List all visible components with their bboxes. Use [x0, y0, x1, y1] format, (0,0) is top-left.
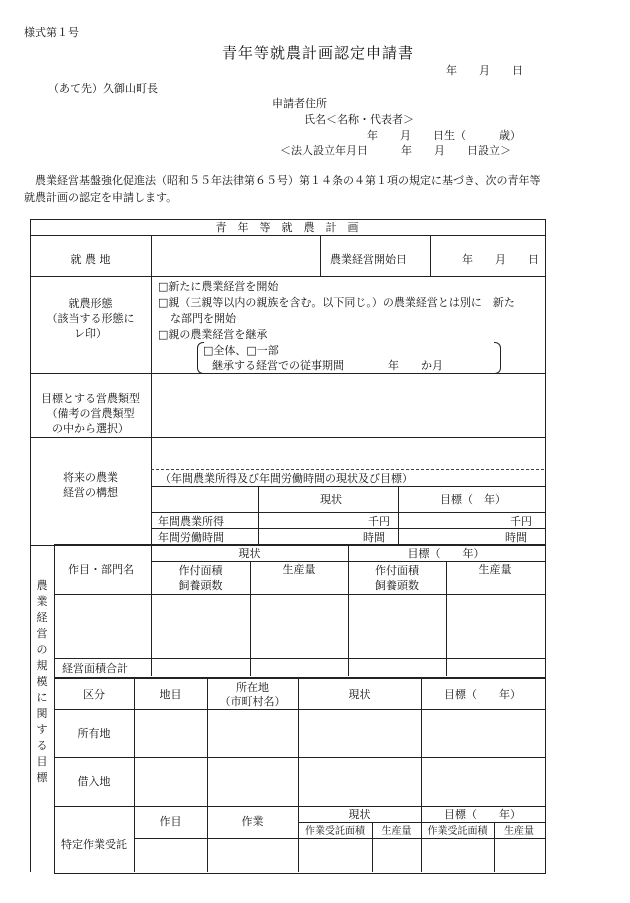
target-farming-type-label [30, 391, 151, 436]
addressee: （あて先）久御山町長 [48, 82, 158, 95]
farming-form-label [30, 296, 151, 341]
side-char: 営 [36, 627, 48, 640]
side-char: 模 [36, 675, 48, 688]
area-header-current [151, 563, 250, 593]
side-char: 農 [36, 579, 48, 592]
target-type-line-3: の中から選択） [52, 422, 129, 435]
plan-heading: 青 年 等 就 農 計 画 [215, 221, 359, 234]
work-area-current: 作業受託面積 [305, 826, 365, 837]
special-work-header: 作業 [241, 815, 264, 828]
area-line-2: 飼養頭数 [178, 579, 223, 592]
start-date-value[interactable]: 年 月 日 [462, 253, 539, 266]
special-current-header: 現状 [348, 808, 371, 821]
current-header: 現状 [320, 493, 342, 506]
special-target-header: 目標（ 年） [444, 808, 521, 821]
annual-income-label: 年間農業所得 [158, 515, 224, 528]
special-work-label: 特定作業受託 [61, 838, 127, 851]
future-vision-line-1: 将来の農業 [63, 471, 118, 484]
income-target-unit: 千円 [510, 515, 532, 528]
crop-target-header: 目標（ 年） [407, 547, 485, 560]
area-line-1: 作付面積 [178, 564, 223, 577]
production-header-target: 生産量 [478, 563, 512, 576]
statement-line-1: 農業経営基盤強化促進法（昭和５５年法律第６５号）第１４条の４第１項の規定に基づき、次の青年等 [35, 174, 541, 187]
future-vision-label [30, 470, 151, 500]
total-area-label: 経営面積合計 [62, 662, 128, 675]
application-date: 年 月 日 [446, 64, 523, 77]
bracket-right [494, 342, 501, 374]
inherit-period: 継承する経営での従事期間 年 か月 [212, 359, 443, 372]
col-location [207, 681, 298, 709]
option-new-division-cont: な部門を開始 [170, 312, 236, 325]
corporation-date-line: ＜法人設立年月日 年 月 日設立＞ [280, 144, 511, 157]
area-header-target [348, 563, 446, 593]
crop-division-label: 作目・部門名 [68, 563, 134, 576]
birth-date-line: 年 月 日生（ 歳） [367, 129, 521, 142]
annual-hours-label: 年間労働時間 [158, 531, 224, 544]
applicant-name-label: 氏名＜名称・代表者＞ [304, 113, 414, 126]
income-hours-heading: （年間農業所得及び年間労働時間の現状及び目標） [160, 472, 413, 485]
side-char: 目 [36, 755, 48, 768]
side-char: の [36, 643, 48, 656]
side-char: に [36, 691, 48, 704]
income-current-unit: 千円 [368, 515, 390, 528]
application-statement [24, 172, 564, 206]
farmland-label: 就 農 地 [70, 253, 111, 266]
side-char: る [36, 739, 48, 752]
production-current: 生産量 [381, 826, 412, 837]
col-land-type: 地目 [159, 688, 182, 701]
option-new-start[interactable]: □新たに農業経営を開始 [158, 280, 279, 293]
scale-side-label [30, 578, 54, 786]
future-vision-line-2: 経営の構想 [63, 486, 118, 499]
side-char: 経 [36, 611, 48, 624]
col-category: 区分 [83, 688, 105, 701]
owned-land-label: 所有地 [77, 727, 111, 740]
location-line-1: 所在地 [236, 681, 269, 694]
option-new-division[interactable]: □親（三親等以内の親族を含む。以下同じ。）の農業経営とは別に 新た [158, 296, 515, 309]
option-inherit[interactable]: □親の農業経営を継承 [158, 328, 268, 341]
statement-line-2: 就農計画の認定を申請します。 [24, 191, 178, 204]
farming-form-label-3: レ印） [74, 327, 107, 340]
side-char: 標 [36, 771, 48, 784]
crop-current-header: 現状 [238, 547, 261, 560]
area-line-2: 飼養頭数 [375, 579, 419, 592]
target-year-header: 目標（ 年） [440, 493, 506, 506]
document-title: 青年等就農計画認定申請書 [222, 44, 415, 62]
farming-form-label-1: 就農形態 [68, 297, 113, 310]
hours-target-unit: 時間 [505, 531, 527, 544]
col-current: 現状 [348, 688, 371, 701]
side-char: す [36, 723, 48, 736]
hours-current-unit: 時間 [363, 531, 385, 544]
leased-land-label: 借入地 [77, 775, 111, 788]
farming-form-label-2: （該当する形態に [46, 312, 135, 325]
form-number: 様式第１号 [24, 26, 79, 39]
location-line-2: （市町村名） [219, 695, 286, 708]
work-area-target: 作業受託面積 [427, 826, 488, 837]
side-char: 業 [36, 595, 48, 608]
start-date-label: 農業経営開始日 [330, 253, 407, 266]
special-crop-header: 作目 [159, 815, 182, 828]
target-type-line-2: （備考の営農類型 [46, 407, 135, 420]
col-target-year: 目標（ 年） [444, 688, 521, 701]
applicant-address-label: 申請者住所 [272, 97, 327, 110]
production-target: 生産量 [504, 826, 534, 837]
side-char: 規 [36, 659, 48, 672]
side-char: 関 [36, 707, 48, 720]
inherit-scope-options[interactable]: □全体、□一部 [203, 344, 279, 357]
target-type-line-1: 目標とする営農類型 [41, 392, 140, 405]
production-header-current: 生産量 [282, 563, 316, 576]
area-line-1: 作付面積 [375, 564, 419, 577]
